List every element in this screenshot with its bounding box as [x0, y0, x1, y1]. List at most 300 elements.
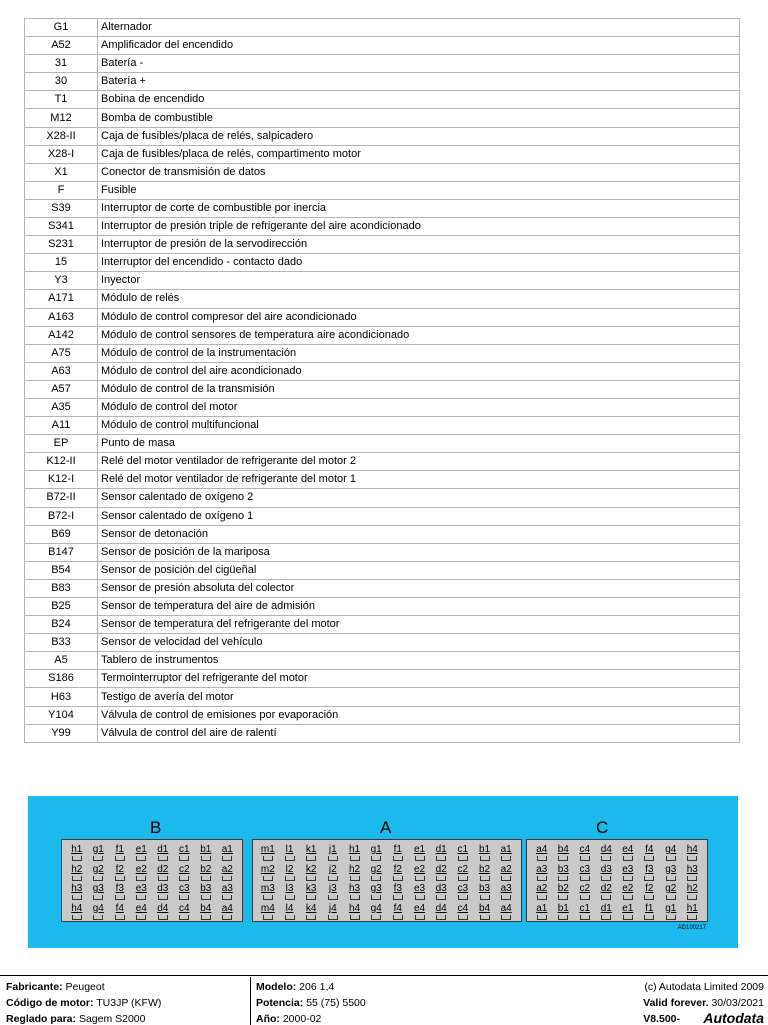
pin-terminal-icon — [687, 915, 697, 920]
pin-label: h4 — [71, 902, 83, 914]
connector-pin — [575, 844, 595, 863]
pin-terminal-icon — [501, 876, 511, 881]
component-code: K12-II — [25, 453, 98, 471]
connector-pin — [280, 864, 300, 883]
pin-terminal-icon — [415, 876, 425, 881]
pin-terminal-icon — [601, 856, 611, 861]
component-description: Módulo de control compresor del aire acondicionado — [98, 308, 740, 326]
pin-label: d4 — [435, 902, 447, 914]
pin-terminal-icon — [537, 895, 547, 900]
connector-pin — [217, 903, 237, 922]
pin-label: e2 — [135, 863, 147, 875]
pin-label: g3 — [92, 883, 104, 894]
pin-terminal-icon — [136, 856, 146, 861]
connector-pin — [280, 883, 300, 902]
connector-b-label: B — [150, 818, 162, 837]
pin-terminal-icon — [393, 915, 403, 920]
connector-pin — [431, 883, 451, 902]
component-code: F — [25, 181, 98, 199]
pin-terminal-icon — [350, 895, 360, 900]
component-code: 31 — [25, 55, 98, 73]
component-code: A75 — [25, 344, 98, 362]
component-code: T1 — [25, 91, 98, 109]
connector-pin-row — [62, 844, 242, 863]
component-code: M12 — [25, 109, 98, 127]
table-row — [25, 489, 740, 507]
pin-terminal-icon — [558, 876, 568, 881]
connector-pin — [661, 903, 681, 922]
component-description: Relé del motor ventilador de refrigerante del motor 1 — [98, 471, 740, 489]
pin-terminal-icon — [371, 915, 381, 920]
component-code: EP — [25, 435, 98, 453]
table-row — [25, 19, 740, 37]
footer-version: V8.500- — [643, 1013, 680, 1025]
connector-pin — [301, 883, 321, 902]
connector-pin-row — [527, 883, 707, 902]
table-row — [25, 290, 740, 308]
pin-terminal-icon — [328, 876, 338, 881]
component-description: Módulo de control multifuncional — [98, 417, 740, 435]
connector-pin — [131, 883, 151, 902]
component-description: Caja de fusibles/placa de relés, salpicadero — [98, 127, 740, 145]
anio-value: 2000-02 — [282, 1013, 322, 1025]
pin-label: e1 — [135, 844, 147, 855]
table-row — [25, 507, 740, 525]
connector-pin — [553, 844, 573, 863]
connector-pin — [323, 903, 343, 922]
valid-label: Valid forever. — [643, 997, 709, 1009]
table-row — [25, 435, 740, 453]
connector-pin — [682, 844, 702, 863]
pin-label: f2 — [393, 863, 402, 875]
pin-label: f2 — [115, 863, 124, 875]
connector-pin — [258, 864, 278, 883]
pin-label: b2 — [478, 863, 491, 875]
pin-label: b1 — [557, 902, 569, 914]
pin-label: h2 — [71, 863, 83, 875]
table-row — [25, 724, 740, 742]
autodata-logo: Autodata — [703, 1010, 764, 1025]
table-row — [25, 579, 740, 597]
table-row — [25, 272, 740, 290]
pin-terminal-icon — [136, 895, 146, 900]
pin-terminal-icon — [415, 915, 425, 920]
connector-pin — [345, 864, 365, 883]
component-description: Sensor de posición de la mariposa — [98, 543, 740, 561]
pin-label: f3 — [115, 883, 124, 894]
component-description: Sensor calentado de oxígeno 1 — [98, 507, 740, 525]
pin-terminal-icon — [537, 915, 547, 920]
table-row — [25, 163, 740, 181]
component-description: Caja de fusibles/placa de relés, compartimento motor — [98, 145, 740, 163]
connector-c-block — [526, 839, 708, 922]
component-code: Y104 — [25, 706, 98, 724]
pin-terminal-icon — [644, 876, 654, 881]
pin-label: d2 — [157, 863, 169, 875]
pin-label: g2 — [92, 863, 104, 875]
pin-label: b4 — [557, 844, 569, 855]
component-description: Válvula de control de emisiones por evaporación — [98, 706, 740, 724]
connector-pin — [410, 903, 430, 922]
connector-pin — [553, 903, 573, 922]
connector-pin — [639, 844, 659, 863]
pin-label: a3 — [500, 883, 512, 894]
connector-pin — [174, 903, 194, 922]
pin-label: b4 — [478, 902, 491, 914]
pin-label: c4 — [579, 844, 591, 855]
connector-pin — [639, 864, 659, 883]
pin-terminal-icon — [623, 876, 633, 881]
pin-label: a3 — [536, 863, 548, 875]
connector-pin — [532, 844, 552, 863]
pin-label: c3 — [579, 863, 591, 875]
connector-pin — [661, 844, 681, 863]
connector-pin — [618, 883, 638, 902]
component-code: A52 — [25, 37, 98, 55]
component-description: Interruptor de presión triple de refrigerante del aire acondicionado — [98, 218, 740, 236]
pin-terminal-icon — [666, 876, 676, 881]
connector-pin — [217, 864, 237, 883]
pin-label: c3 — [178, 883, 190, 894]
connector-pin — [345, 844, 365, 863]
connector-pin — [388, 844, 408, 863]
component-code: A5 — [25, 652, 98, 670]
pin-label: b2 — [557, 883, 569, 894]
component-code: A57 — [25, 380, 98, 398]
pin-label: d3 — [157, 883, 169, 894]
pin-terminal-icon — [501, 895, 511, 900]
connector-pin — [453, 883, 473, 902]
connector-pin — [301, 864, 321, 883]
pin-terminal-icon — [179, 856, 189, 861]
connector-pin — [323, 864, 343, 883]
pin-terminal-icon — [263, 895, 273, 900]
connector-pin — [532, 883, 552, 902]
component-description: Módulo de control del motor — [98, 398, 740, 416]
codigo-value: TU3JP (KFW) — [96, 997, 162, 1009]
pin-label: e3 — [622, 863, 634, 875]
table-row — [25, 706, 740, 724]
pin-label: k1 — [305, 844, 317, 855]
component-description: Sensor de temperatura del aire de admisión — [98, 598, 740, 616]
connector-pin — [618, 844, 638, 863]
component-description: Sensor de posición del cigüeñal — [98, 561, 740, 579]
component-description: Sensor de velocidad del vehículo — [98, 634, 740, 652]
pin-terminal-icon — [222, 915, 232, 920]
pin-terminal-icon — [436, 856, 446, 861]
pin-terminal-icon — [306, 895, 316, 900]
connector-pin — [280, 844, 300, 863]
pin-label: g3 — [370, 883, 382, 894]
pin-terminal-icon — [115, 895, 125, 900]
footer-divider — [250, 977, 251, 1025]
pin-label: f1 — [393, 844, 402, 855]
connector-pin — [639, 883, 659, 902]
pin-terminal-icon — [222, 876, 232, 881]
pin-label: j2 — [328, 863, 337, 875]
pin-label: j3 — [328, 883, 337, 894]
connector-pin — [410, 864, 430, 883]
valid-date: 30/03/2021 — [711, 997, 764, 1009]
pin-label: h3 — [686, 863, 698, 875]
table-row — [25, 688, 740, 706]
fabricante-label: Fabricante: — [6, 981, 63, 993]
pin-terminal-icon — [393, 856, 403, 861]
pin-terminal-icon — [415, 856, 425, 861]
pin-label: a2 — [536, 883, 548, 894]
pin-terminal-icon — [350, 876, 360, 881]
connector-pin — [131, 864, 151, 883]
pin-terminal-icon — [480, 856, 490, 861]
connector-pin — [153, 844, 173, 863]
component-description: Interruptor de presión de la servodirección — [98, 236, 740, 254]
table-row — [25, 55, 740, 73]
pin-label: m4 — [260, 902, 275, 914]
connector-pin — [388, 883, 408, 902]
connector-pin-row — [62, 883, 242, 902]
component-description: Interruptor de corte de combustible por inercia — [98, 199, 740, 217]
footer-potencia — [256, 997, 366, 1009]
connector-pin — [153, 883, 173, 902]
connector-pin-row — [253, 864, 521, 883]
pin-terminal-icon — [306, 856, 316, 861]
pin-terminal-icon — [371, 876, 381, 881]
connector-pin — [453, 864, 473, 883]
pin-terminal-icon — [458, 876, 468, 881]
component-description: Punto de masa — [98, 435, 740, 453]
component-description: Sensor calentado de oxígeno 2 — [98, 489, 740, 507]
component-code: S39 — [25, 199, 98, 217]
connector-pin — [67, 903, 87, 922]
pin-terminal-icon — [580, 876, 590, 881]
pin-label: a1 — [500, 844, 512, 855]
connector-pin — [496, 864, 516, 883]
pin-label: c2 — [457, 863, 469, 875]
connector-pin — [196, 864, 216, 883]
pin-label: l3 — [285, 883, 294, 894]
connector-pin-row — [527, 903, 707, 922]
pin-label: a2 — [500, 863, 512, 875]
table-row — [25, 380, 740, 398]
connector-pin — [110, 844, 130, 863]
potencia-label: Potencia: — [256, 997, 304, 1009]
connector-pin — [431, 864, 451, 883]
pin-terminal-icon — [666, 856, 676, 861]
pin-terminal-icon — [580, 915, 590, 920]
pin-terminal-icon — [480, 895, 490, 900]
pin-terminal-icon — [136, 915, 146, 920]
pin-label: e3 — [135, 883, 147, 894]
pin-label: c1 — [178, 844, 190, 855]
connector-pin — [67, 864, 87, 883]
pin-terminal-icon — [328, 915, 338, 920]
component-description: Interruptor del encendido - contacto dado — [98, 254, 740, 272]
pin-label: m3 — [260, 883, 275, 894]
connector-pin — [575, 883, 595, 902]
connector-pin — [110, 864, 130, 883]
connector-pin — [661, 883, 681, 902]
pin-label: l1 — [285, 844, 294, 855]
connector-pin — [110, 903, 130, 922]
pin-label: m1 — [260, 844, 275, 855]
pin-terminal-icon — [285, 915, 295, 920]
component-code: B69 — [25, 525, 98, 543]
connector-pin — [174, 883, 194, 902]
pin-terminal-icon — [687, 856, 697, 861]
component-code: B72-I — [25, 507, 98, 525]
pin-terminal-icon — [666, 895, 676, 900]
pin-terminal-icon — [666, 915, 676, 920]
pin-label: e1 — [413, 844, 426, 855]
connector-pin-row — [62, 903, 242, 922]
pin-label: h2 — [686, 883, 698, 894]
connector-pin — [596, 883, 616, 902]
table-row — [25, 326, 740, 344]
pin-label: e4 — [135, 902, 147, 914]
footer — [0, 975, 768, 1025]
table-row — [25, 670, 740, 688]
component-code: S231 — [25, 236, 98, 254]
pin-label: c2 — [579, 883, 591, 894]
footer-modelo — [256, 981, 334, 993]
connector-pin — [131, 903, 151, 922]
table-row — [25, 398, 740, 416]
pin-terminal-icon — [601, 876, 611, 881]
connector-diagram — [28, 796, 738, 948]
connector-pin — [496, 844, 516, 863]
table-row — [25, 73, 740, 91]
component-code: 30 — [25, 73, 98, 91]
pin-label: e2 — [622, 883, 634, 894]
footer-valid — [643, 997, 764, 1009]
pin-terminal-icon — [644, 895, 654, 900]
table-row — [25, 453, 740, 471]
pin-terminal-icon — [115, 915, 125, 920]
connector-pin — [345, 883, 365, 902]
pin-label: b3 — [557, 863, 569, 875]
connector-pin — [575, 903, 595, 922]
connector-pin — [661, 864, 681, 883]
connector-pin — [366, 844, 386, 863]
pin-label: k3 — [305, 883, 317, 894]
table-row — [25, 471, 740, 489]
connector-pin — [280, 903, 300, 922]
pin-label: a3 — [221, 883, 233, 894]
component-code: A142 — [25, 326, 98, 344]
pin-label: h3 — [71, 883, 83, 894]
pin-label: b2 — [200, 863, 212, 875]
pin-label: f1 — [645, 902, 654, 914]
component-description: Módulo de relés — [98, 290, 740, 308]
pin-terminal-icon — [72, 876, 82, 881]
table-row — [25, 561, 740, 579]
pin-terminal-icon — [458, 915, 468, 920]
component-description: Módulo de control de la transmisión — [98, 380, 740, 398]
pin-terminal-icon — [115, 876, 125, 881]
connector-pin — [174, 844, 194, 863]
pin-label: a1 — [221, 844, 233, 855]
pin-label: d1 — [435, 844, 447, 855]
pin-terminal-icon — [580, 856, 590, 861]
connector-pin — [258, 883, 278, 902]
pin-terminal-icon — [158, 876, 168, 881]
table-row — [25, 199, 740, 217]
connector-pin — [553, 864, 573, 883]
pin-terminal-icon — [72, 915, 82, 920]
connector-pin — [496, 903, 516, 922]
component-description: Relé del motor ventilador de refrigerante del motor 2 — [98, 453, 740, 471]
pin-label: b3 — [200, 883, 212, 894]
pin-label: f4 — [393, 902, 402, 914]
pin-terminal-icon — [158, 915, 168, 920]
connector-pin — [258, 844, 278, 863]
pin-label: h1 — [686, 902, 698, 914]
component-code: X28-I — [25, 145, 98, 163]
connector-pin-row — [62, 864, 242, 883]
pin-terminal-icon — [501, 915, 511, 920]
pin-label: f2 — [645, 883, 654, 894]
pin-terminal-icon — [263, 876, 273, 881]
pin-label: h2 — [348, 863, 361, 875]
pin-label: d3 — [600, 863, 612, 875]
component-description: Batería - — [98, 55, 740, 73]
pin-label: f4 — [115, 902, 124, 914]
pin-label: a4 — [536, 844, 548, 855]
connector-pin — [475, 844, 495, 863]
pin-label: f1 — [115, 844, 124, 855]
connector-pin — [88, 864, 108, 883]
pin-terminal-icon — [201, 895, 211, 900]
modelo-value: 206 1,4 — [299, 981, 335, 993]
connector-b-block — [61, 839, 243, 922]
component-description: Módulo de control de la instrumentación — [98, 344, 740, 362]
pin-terminal-icon — [687, 895, 697, 900]
component-description: Bomba de combustible — [98, 109, 740, 127]
component-code: B25 — [25, 598, 98, 616]
pin-terminal-icon — [179, 895, 189, 900]
connector-pin — [553, 883, 573, 902]
footer-fabricante — [6, 981, 105, 993]
pin-terminal-icon — [222, 856, 232, 861]
connector-pin — [682, 864, 702, 883]
pin-label: e4 — [622, 844, 634, 855]
pin-terminal-icon — [72, 895, 82, 900]
pin-label: c1 — [579, 902, 591, 914]
connector-pin — [366, 903, 386, 922]
codigo-label: Código de motor: — [6, 997, 94, 1009]
pin-terminal-icon — [644, 915, 654, 920]
pin-label: b4 — [200, 902, 212, 914]
component-code: B54 — [25, 561, 98, 579]
connector-pin — [682, 903, 702, 922]
pin-terminal-icon — [537, 876, 547, 881]
component-code: A171 — [25, 290, 98, 308]
component-code: S186 — [25, 670, 98, 688]
component-description: Termointerruptor del refrigerante del motor — [98, 670, 740, 688]
connector-pin — [131, 844, 151, 863]
connector-pin-row — [253, 883, 521, 902]
pin-label: c4 — [457, 902, 469, 914]
pin-label: g4 — [370, 902, 382, 914]
table-row — [25, 616, 740, 634]
connector-pin-row — [527, 844, 707, 863]
pin-terminal-icon — [350, 915, 360, 920]
pin-terminal-icon — [558, 856, 568, 861]
pin-terminal-icon — [480, 915, 490, 920]
table-row — [25, 308, 740, 326]
pin-terminal-icon — [93, 915, 103, 920]
pin-terminal-icon — [328, 895, 338, 900]
